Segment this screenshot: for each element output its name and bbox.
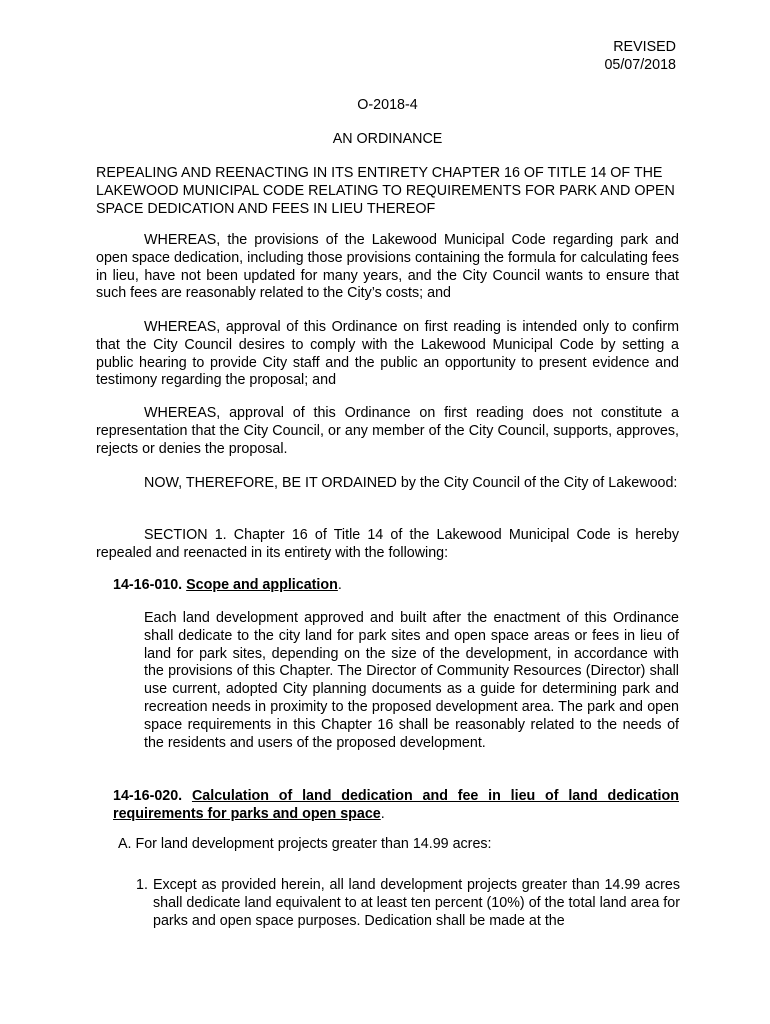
section-020-title: Calculation of land dedication and fee in lieu of land dedication requirements for parks and open space [113,788,679,822]
whereas-paragraph-3: WHEREAS, approval of this Ordinance on first reading does not constitute a representation that the City Council, or any member of the City Council, supports, approves, rejects or denies the proposal. [96,405,679,457]
list-item-1 [136,876,680,930]
revised-date: 05/07/2018 [604,57,676,73]
revision-stamp [604,38,676,74]
section-1: SECTION 1. Chapter 16 of Title 14 of the Lakewood Municipal Code is hereby repealed and reenacted in its entirety with the following: [96,527,679,561]
subsection-a: A. For land development projects greater than 14.99 acres: [118,836,492,852]
section-020-heading: 14-16-020. Calculation of land dedication and fee in lieu of land dedication requirements for parks and open space. [113,788,679,822]
section-020-number: 14-16-020. [113,788,183,804]
list-item-1-number: 1. [136,877,148,893]
section-010-heading: 14-16-010. Scope and application. [113,577,342,593]
ordained-clause: NOW, THEREFORE, BE IT ORDAINED by the City Council of the City of Lakewood: [144,475,678,491]
ordinance-heading: REPEALING AND REENACTING IN ITS ENTIRETY CHAPTER 16 OF TITLE 14 OF THE LAKEWOOD MUNICIPAL CODE RELATING TO REQUIREMENTS FOR PARK AND OPEN SPACE DEDICATION AND FEES IN LIEU THEREOF [96,165,675,217]
section-010-body: Each land development approved and built after the enactment of this Ordinance shall dedicate to the city land for park sites and open space areas or fees in lieu of land for park sites, depending on the size of the development, in accordance with the provisions of this Chapter. The Director of Community Resources (Director) shall use current, adopted City planning documents as a guide for determining park and recreation needs in proximity to the proposed development area. The park and open space requirements in this Chapter 16 shall be reasonably related to the needs of the residents and users of the proposed development. [144,610,679,751]
whereas-paragraph-1: WHEREAS, the provisions of the Lakewood Municipal Code regarding park and open space dedication, including those provisions containing the formula for calculating fees in lieu, have not been updated for many years, and the City Council wants to ensure that such fees are reasonably related to the City’s costs; and [96,232,679,302]
ordinance-number: O-2018-4 [357,97,418,113]
revised-label: REVISED [613,39,676,55]
ordinance-type: AN ORDINANCE [332,131,443,147]
section-010-title: Scope and application [186,577,338,593]
whereas-paragraph-2: WHEREAS, approval of this Ordinance on first reading is intended only to confirm that the City Council desires to comply with the Lakewood Municipal Code by setting a public hearing to provide City staff and the public an opportunity to present evidence and testimony regarding the proposal; and [96,319,679,389]
section-010-number: 14-16-010. [113,577,183,593]
list-item-1-text: Except as provided herein, all land development projects greater than 14.99 acres shall dedicate land equivalent to at least ten percent (10%) of the total land area for parks and open space purposes. Dedication shall be made at the [153,877,680,929]
